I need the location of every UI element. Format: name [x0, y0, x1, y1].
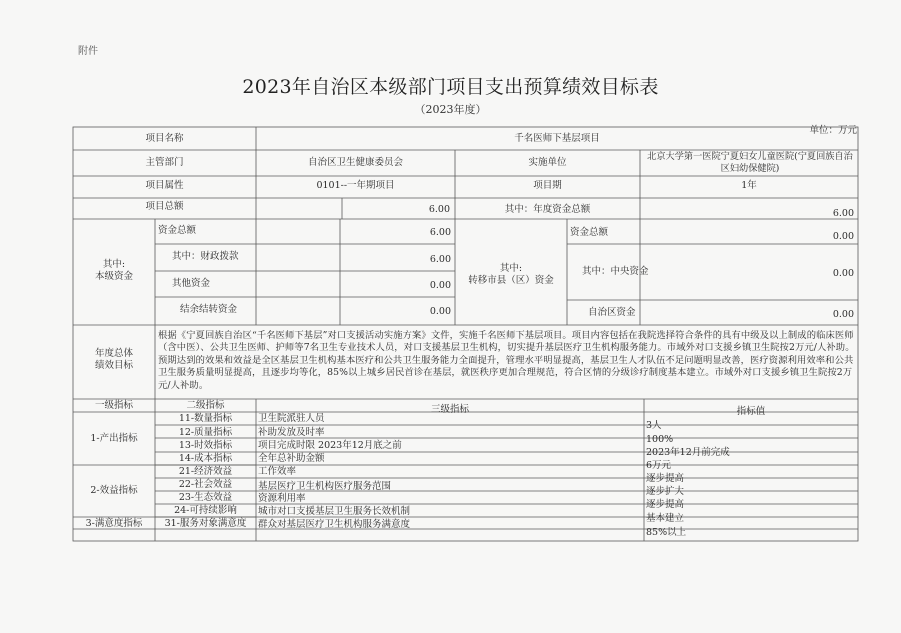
level1-benefit: 2-效益指标 [90, 485, 138, 496]
table-row-l2: 21-经济效益 [178, 466, 233, 477]
attr-value: 0101--一年期项目 [316, 180, 395, 191]
fiscal-label: 其中：财政拨款 [172, 251, 239, 262]
goal-text: 根据《宁夏回族自治区“千名医师下基层”对口支援活动实施方案》文件，实施千名医师下基层项目。项目内容包括在我院选择符合条件的具有中级及以上制成的临床医师（含中医）、公共卫生医师、护师等7名卫生专业技术人员，对口支援基层卫生机构，切实提升基层医疗卫生机构服务能力。市域外对口支援乡镇卫生院按2万元/人补助。预期达到的效果和效益是全区基层卫生机构基本医疗和公共卫生服务能力全面提升，管理水平明显提高，基层卫生人才队伍不足问题明显改善，医疗资源利用效率和公共卫生服务质量明显提高，且逐步均等化，85%以上城乡居民首诊在基层，就医秩序更加合理规范，符合区情的分级诊疗制度基本建立。市域外对口支援乡镇卫生院按2万元/人补助。 [158, 330, 855, 391]
goal-label-2: 绩效目标 [94, 360, 133, 371]
funds-left-group-label-1: 其中: [102, 259, 126, 270]
impl-value: 北京大学第一医院宁夏妇女儿童医院(宁夏回族自治区妇幼保健院) [647, 151, 853, 174]
page-subtitle: （2023年度） [414, 103, 487, 116]
carryover-label: 结余结转资金 [180, 304, 238, 315]
table-row-value: 逐步提高 [646, 499, 685, 510]
annual-value: 6.00 [832, 208, 854, 219]
table-row-l3: 项目完成时限 2023年12月底之前 [258, 440, 402, 451]
table-row-value: 基本建立 [646, 513, 685, 524]
level1-output: 1-产出指标 [90, 433, 138, 444]
table-row-l2: 13-时效指标 [178, 440, 233, 451]
table-row-l3: 全年总补助金额 [258, 453, 325, 464]
table-row-l3: 群众对基层医疗卫生机构服务满意度 [258, 519, 411, 530]
table-row-value: 3人 [646, 420, 662, 431]
dept-value: 自治区卫生健康委员会 [307, 157, 403, 168]
table-row-l3: 资源利用率 [258, 493, 306, 504]
table-row-l3: 卫生院派驻人员 [258, 413, 325, 424]
attachment-label: 附件 [78, 46, 98, 57]
total-value: 6.00 [428, 204, 450, 215]
table-row-l2: 22-社会效益 [178, 479, 233, 490]
table-row-l2: 31-服务对象满意度 [164, 518, 247, 529]
total-label: 项目总额 [145, 201, 184, 212]
other-value: 0.00 [429, 280, 451, 291]
fund-total-label: 资金总额 [158, 225, 197, 236]
table-row-l3: 基层医疗卫生机构医疗服务范围 [258, 481, 392, 492]
table-row-value: 2023年12月前完成 [646, 447, 730, 458]
period-value: 1年 [741, 180, 757, 191]
table-row-value: 逐步扩大 [646, 486, 685, 497]
dept-label: 主管部门 [145, 157, 184, 168]
impl-label: 实施单位 [528, 157, 567, 168]
table-row-value: 85%以上 [646, 527, 687, 538]
table-row-l2: 23-生态效益 [178, 492, 233, 503]
header-value: 指标值 [736, 406, 766, 417]
period-label: 项目期 [533, 180, 562, 191]
regional-value: 0.00 [832, 309, 854, 320]
r-total-value: 0.00 [832, 231, 854, 242]
table-row-l3: 补助发放及时率 [258, 427, 325, 438]
fund-total-value: 6.00 [429, 227, 451, 238]
header-level3: 三级指标 [430, 404, 469, 415]
r-total-label: 资金总额 [570, 227, 609, 238]
table-row-value: 100% [646, 434, 674, 445]
central-label: 其中：中央资金 [582, 266, 649, 277]
header-level2: 二级指标 [186, 400, 225, 411]
table-row-l2: 14-成本指标 [178, 453, 233, 464]
page-title: 2023年自治区本级部门项目支出预算绩效目标表 [242, 76, 659, 98]
header-level1: 一级指标 [94, 400, 133, 411]
other-label: 其他资金 [172, 278, 211, 289]
goal-label-1: 年度总体 [94, 348, 133, 359]
project-name-label: 项目名称 [145, 133, 184, 144]
level1-satisfaction: 3-满意度指标 [85, 518, 143, 529]
carryover-value: 0.00 [429, 306, 451, 317]
table-row-l2: 24-可持续影响 [174, 505, 237, 516]
project-name-value: 千名医师下基层项目 [514, 133, 600, 144]
table-row-l3: 城市对口支援基层卫生服务长效机制 [258, 506, 411, 517]
table-row-l2: 12-质量指标 [178, 427, 233, 438]
funds-right-group-label-1: 其中: [499, 263, 523, 274]
table-row-value: 6万元 [646, 460, 672, 471]
unit-label: 单位：万元 [809, 125, 857, 136]
regional-label: 自治区资金 [588, 307, 636, 318]
fiscal-value: 6.00 [429, 254, 451, 265]
annual-label: 其中：年度资金总额 [504, 204, 591, 215]
central-value: 0.00 [832, 268, 854, 279]
table-row-l2: 11-数量指标 [178, 413, 233, 424]
attr-label: 项目属性 [145, 180, 184, 191]
table-row-l3: 工作效率 [258, 466, 297, 477]
table-row-value: 逐步提高 [646, 473, 685, 484]
funds-left-group-label-2: 本级资金 [94, 271, 133, 282]
funds-right-group-label-2: 转移市县（区）资金 [468, 275, 554, 286]
